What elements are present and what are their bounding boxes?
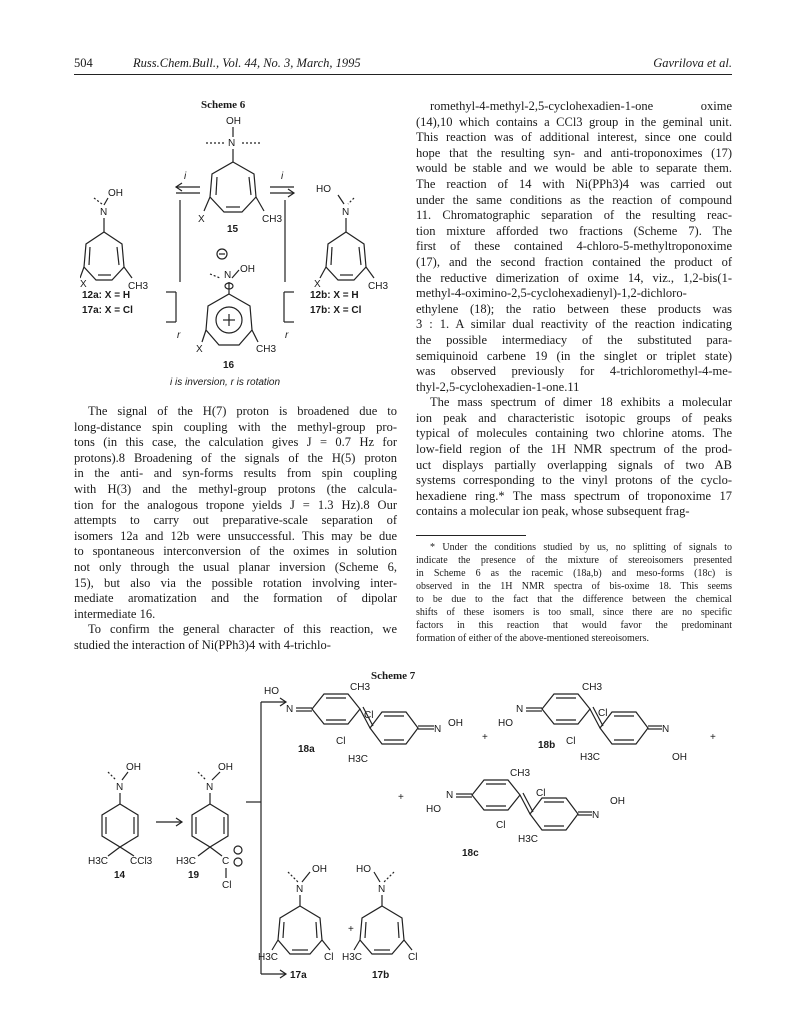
s6-label-16: 16 (223, 360, 235, 371)
s7-cl-19: Cl (222, 880, 232, 891)
left-column-line: in the anti- and syn-forms results from spin coupling (74, 466, 397, 481)
s7-cl2-18b: Cl (566, 736, 576, 747)
right-column-line: contains a molecular ion peak, whose subsequent frag- (416, 504, 690, 519)
right-column-line: systems corresponding to the vinyl protons of the cyclo- (416, 473, 732, 488)
s6-ch3-15: CH3 (262, 214, 283, 225)
s6-ho-right: HO (316, 184, 331, 195)
footnote-line: shifts of these isomers is too small, since there are no specific (416, 607, 732, 618)
s7-cl-17b: Cl (408, 952, 418, 963)
scheme6-caption: i is inversion, r is rotation (170, 377, 281, 388)
s6-n-right: N (342, 207, 350, 218)
left-column-line: studied the interaction of Ni(PPh3)4 with 4-trichlo- (74, 637, 331, 652)
s7-label-17b: 17b (372, 970, 390, 981)
s7-oh-18a: OH (448, 718, 463, 729)
s7-n-19: N (206, 782, 214, 793)
s7-h3c-18c: H3C (518, 834, 539, 845)
s7-cl1-18c: Cl (536, 788, 546, 799)
s7-oh-17a: OH (312, 864, 327, 875)
s6-r-right: r (285, 330, 289, 341)
left-column-line: intermediate 16. (74, 606, 156, 621)
s6-i-left: i (184, 171, 187, 182)
right-column-line: hope that the resulting syn- and anti-troponoximes (17) (416, 145, 732, 160)
left-column-line: To confirm the general character of this reaction, we (88, 622, 397, 637)
right-column-line: uct displays partially overlapping signals of two AB (416, 457, 732, 472)
footnote-line: observed in the 1H NMR spectra of bis-oxime 18. This seems (416, 581, 732, 592)
s6-label-17a: 17a: X = Cl (82, 305, 133, 316)
s6-label-15: 15 (227, 224, 239, 235)
s7-h3c-18b: H3C (580, 752, 601, 763)
s6-ch3-right: CH3 (368, 281, 389, 292)
s6-x-16: X (196, 344, 203, 355)
s6-x-15: X (198, 214, 205, 225)
s6-label-17b: 17b: X = Cl (310, 305, 362, 316)
right-column-line: under the same conditions as the reaction of compound (416, 192, 732, 207)
s7-label-18c: 18c (462, 848, 479, 859)
s7-oh-18c: OH (610, 796, 625, 807)
left-column-line: tion for the analogous tropone yields J = 1.3 Hz).8 Our (74, 497, 397, 512)
left-column-line: isomers 12a and 12b were unsuccessful. This may be due (74, 528, 397, 543)
left-column-line: 15), but also via the possible rotation involving inter- (74, 575, 397, 590)
left-column-text (74, 404, 397, 654)
footnote-line: indicate the presence of the mixture of stereoisomers presented (416, 555, 732, 566)
right-column-line: methyl-4-oximino-2,5-cyclohexadienyl)-1,2-dichloro- (416, 286, 687, 301)
s7-ch3-18b: CH3 (582, 682, 603, 693)
s6-oh-16: OH (240, 264, 255, 275)
s7-plus-1: + (482, 732, 488, 743)
s7-plus-2: + (710, 732, 716, 743)
s7-label-18b: 18b (538, 740, 556, 751)
s6-n-16: N (224, 270, 232, 281)
s7-cl2-18a: Cl (336, 736, 346, 747)
s7-plus-3: + (398, 792, 404, 803)
s7-ch3-18a: CH3 (350, 682, 371, 693)
s7-ho-18a: HO (264, 686, 279, 697)
s6-x-right: X (314, 279, 321, 290)
right-column-line: typical of molecules containing two chlorine atoms. The (416, 426, 732, 441)
scheme7-title: Scheme 7 (371, 670, 416, 682)
s7-h3c-17b: H3C (342, 952, 363, 963)
s7-n2-18c: N (592, 810, 600, 821)
s6-r-left: r (177, 330, 181, 341)
right-column-line: 11. Chromatographic separation of the resulting reac- (416, 208, 732, 223)
left-column-line: to spontaneous interconversion of the oximes in solution (74, 544, 397, 559)
footnote-rule (416, 535, 526, 536)
right-column-line: was observed previously for 4-trichloromethyl-4-me- (416, 364, 732, 379)
footnote-line: * Under the conditions studied by us, no splitting of signals to (430, 542, 732, 553)
right-column-line: the reductive dimerization of oxime 14, viz., 1,2-bis(1- (416, 270, 732, 285)
left-column-line: tons (in this case, the calculation gives J = 0.7 Hz for (74, 435, 397, 450)
right-column-line: (14),10 which contains a CCl3 group in the geminal unit. (416, 114, 732, 129)
left-column-line: mediate aromatization and the formation of dipolar (74, 591, 397, 606)
s7-ccl3-14: CCl3 (130, 856, 153, 867)
s6-ch3-left: CH3 (128, 281, 149, 292)
right-column-line: The mass spectrum of dimer 18 exhibits a molecular (430, 395, 732, 410)
right-column-line: low-field region of the 1H NMR spectrum of the prod- (416, 442, 732, 457)
right-column-line: the possible intermediacy of the substituted para- (416, 332, 732, 347)
s6-oh-left: OH (108, 188, 123, 199)
right-column-line: This reaction was of additional interest, since one could (416, 130, 732, 145)
s7-oh-18b: OH (672, 752, 687, 763)
s6-n-left: N (100, 207, 108, 218)
right-column-line: ethylene (18); the ratio between these products was (416, 301, 732, 316)
s7-h3c-17a: H3C (258, 952, 279, 963)
right-column-line: romethyl-4-methyl-2,5-cyclohexadien-1-one oxime (430, 99, 732, 113)
s7-h3c-19: H3C (176, 856, 197, 867)
footnote-text (416, 541, 732, 645)
right-column-line: ion peak and characteristic isotopic groups of peaks (416, 410, 732, 425)
s7-ho-18c: HO (426, 804, 441, 815)
s7-label-17a: 17a (290, 970, 307, 981)
s7-ch3-18c: CH3 (510, 768, 531, 779)
right-column-line: tion mixture afforded two fractions (Scheme 7). The (416, 223, 732, 238)
left-column-line: with H(3) and the methyl-group protons (the calcula- (74, 481, 397, 496)
s6-label-12a: 12a: X = H (82, 290, 131, 301)
s7-h3c-14: H3C (88, 856, 109, 867)
right-column-line: semiquinoid carbene 19 (in the singlet or triplet state) (416, 348, 732, 363)
s6-x-left: X (80, 279, 87, 290)
footnote-line: to be due to the fact that the difference between the chemical (416, 594, 732, 605)
s7-cl1-18b: Cl (598, 708, 608, 719)
right-column-text (416, 99, 732, 520)
s7-h3c-18a: H3C (348, 754, 369, 765)
s7-ho-18b: HO (498, 718, 513, 729)
running-authors: Gavrilova et al. (653, 56, 732, 70)
s7-ho-17b: HO (356, 864, 371, 875)
s6-n-top: N (228, 138, 236, 149)
s7-n-18b: N (516, 704, 524, 715)
s7-n-14: N (116, 782, 124, 793)
page-number: 504 (74, 56, 93, 70)
s7-cl2-18c: Cl (496, 820, 506, 831)
s7-oh-19: OH (218, 762, 233, 773)
scheme6-title: Scheme 6 (201, 99, 246, 111)
s7-n-18c: N (446, 790, 454, 801)
s7-cl1-18a: Cl (364, 710, 374, 721)
s6-ch3-16: CH3 (256, 344, 277, 355)
s7-c-19: C (222, 856, 230, 867)
right-column-line: hexadiene ring.* The mass spectrum of troponoxime 17 (416, 488, 732, 503)
footnote-line: formation of either of the above-mentioned stereoisomers. (416, 633, 649, 644)
right-column-line: The reaction of 14 with Ni(PPh3)4 was carried out (416, 176, 732, 191)
s6-oh-top: OH (226, 116, 241, 127)
left-column-line: long-distance spin coupling with the methyl-group pro- (74, 419, 397, 434)
left-column-line: protons).8 Broadening of the signals of the H(5) proton (74, 450, 397, 465)
scheme7-figure (86, 682, 726, 992)
footnote-line: in Scheme 6 as the racemic (18a,b) and meso-forms (18c) is (416, 568, 732, 579)
journal-citation: Russ.Chem.Bull., Vol. 44, No. 3, March, 1995 (133, 56, 361, 70)
right-column-line: thyl-2,5-cyclohexadien-1-one.11 (416, 379, 580, 394)
s7-n-18a: N (286, 704, 294, 715)
s7-n2-18b: N (662, 724, 670, 735)
header-rule (74, 74, 732, 75)
s7-label-19: 19 (188, 870, 200, 881)
s6-label-12b: 12b: X = H (310, 290, 359, 301)
s7-n-17b: N (378, 884, 386, 895)
right-column-line: 3 : 1. A similar dual reactivity of the reaction indicating (416, 317, 732, 332)
s7-n2-18a: N (434, 724, 442, 735)
s7-label-14: 14 (114, 870, 126, 881)
s7-n-17a: N (296, 884, 304, 895)
left-column-line: attempts to carry out preparative-scale separation of (74, 513, 397, 528)
s6-i-right: i (281, 171, 284, 182)
left-column-line: The signal of the H(7) proton is broadened due to (88, 404, 397, 418)
right-column-line: (17), and the second fraction contained the product of (416, 254, 732, 269)
right-column-line: would be stable and we would be able to separate them. (416, 161, 732, 176)
left-column-line: not only through the usual planar inversion (Scheme 6, (74, 559, 397, 574)
footnote-line: factors in this reaction that would favor the predominant (416, 620, 732, 631)
s7-cl-17a: Cl (324, 952, 334, 963)
right-column-line: first of these contained 4-chloro-5-methyltroponoxime (416, 239, 732, 254)
s7-plus-4: + (348, 924, 354, 935)
s7-label-18a: 18a (298, 744, 315, 755)
s7-oh-14: OH (126, 762, 141, 773)
scheme6-figure (80, 112, 410, 372)
